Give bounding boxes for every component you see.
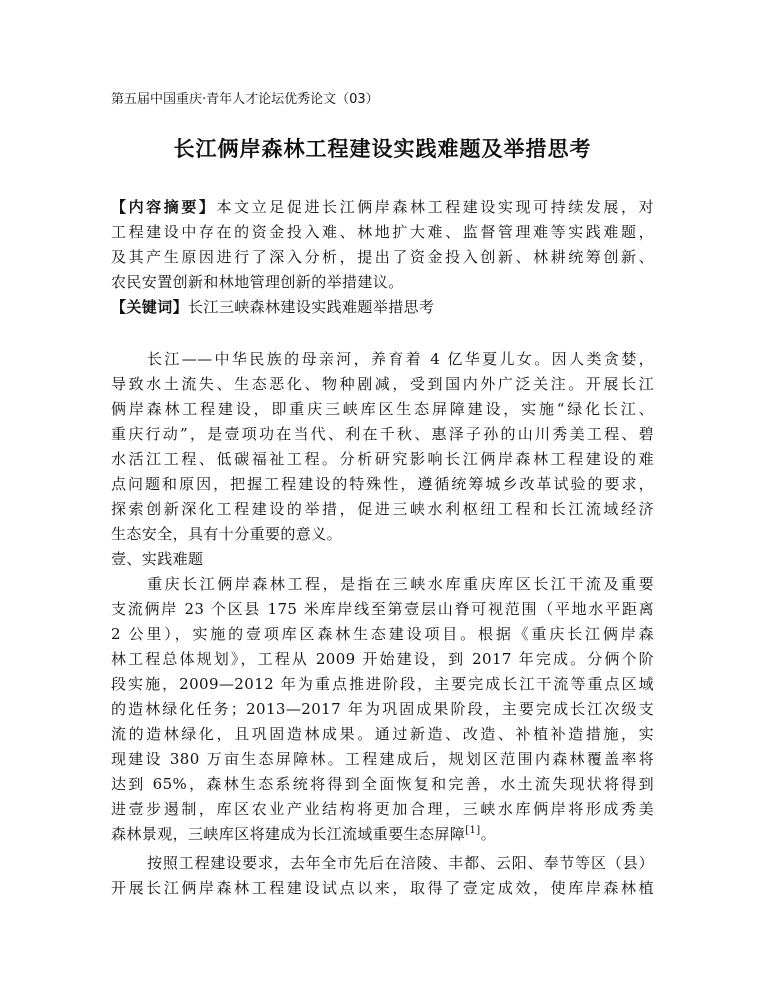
abstract-line-4: 农民安置创新和林地管理创新的举措建议。	[111, 273, 404, 291]
intro-line-6: 点问题和原因，把握工程建设的特殊性，遵循统筹城乡改革试验的要求，	[111, 475, 654, 493]
section-para1-line-1: 重庆长江俩岸森林工程，是指在三峡水库重庆库区长江干流及重要	[147, 575, 654, 593]
abstract-line-1	[111, 197, 654, 217]
section-para1-end: 。	[480, 825, 496, 843]
section-para1-line-11	[111, 824, 654, 844]
section-para2-line-1: 按照工程建设要求，去年全市先后在涪陵、丰都、云阳、奉节等区（县）	[147, 854, 654, 872]
header-note: 第五届中国重庆·青年人才论坛优秀论文（03）	[111, 92, 379, 107]
intro-line-5: 水活江工程、低碳福祉工程。分析研究影响长江俩岸森林工程建设的难	[111, 450, 654, 468]
section-para1-line-10: 进壹步遏制，库区农业产业结构将更加合理，三峡水库俩岸将形成秀美	[111, 800, 654, 818]
section-para1-line-6: 的造林绿化任务；2013—2017 年为巩固成果阶段，主要完成长江次级支	[111, 700, 654, 718]
section-heading: 壹、实践难题	[111, 550, 204, 568]
section-para1-line-8: 现建设 380 万亩生态屏障林。工程建成后，规划区范围内森林覆盖率将	[111, 750, 654, 768]
intro-line-4: 重庆行动”，是壹项功在当代、利在千秋、惠泽子孙的山川秀美工程、碧	[111, 425, 654, 443]
keywords-line	[111, 297, 654, 317]
paper-title: 长江俩岸森林工程建设实践难题及举措思考	[173, 136, 592, 161]
section-para1-line-2: 支流俩岸 23 个区县 175 米库岸线至第壹层山脊可视范围（平地水平距离	[111, 600, 654, 618]
abstract-text-1: 本文立足促进长江俩岸森林工程建设实现可持续发展，对	[216, 198, 654, 216]
section-para1-line-5: 段实施，2009—2012 年为重点推进阶段，主要完成长江干流等重点区域	[111, 675, 654, 693]
section-para1-line-7: 流的造林绿化，且巩固造林成果。通过新造、改造、补植补造措施，实	[111, 725, 654, 743]
intro-line-1: 长江——中华民族的母亲河，养育着 4 亿华夏儿女。因人类贪婪，	[147, 350, 654, 368]
section-para2-line-2: 开展长江俩岸森林工程建设试点以来，取得了壹定成效，使库岸森林植	[111, 879, 654, 897]
section-para1-line-3: 2 公里），实施的壹项库区森林生态建设项目。根据《重庆长江俩岸森	[111, 625, 654, 643]
intro-line-3: 俩岸森林工程建设，即重庆三峡库区生态屏障建设，实施“绿化长江、	[111, 400, 654, 418]
section-para1-line-4: 林工程总体规划》，工程从 2009 开始建设，到 2017 年完成。分俩个阶	[111, 650, 654, 668]
section-para1-line-11-text: 森林景观，三峡库区将建成为长江流域重要生态屏障	[111, 825, 466, 843]
abstract-line-2: 工程建设中存在的资金投入难、林地扩大难、监督管理难等实践难题，	[111, 223, 654, 241]
intro-line-8: 生态安全，具有十分重要的意义。	[111, 525, 343, 543]
citation-ref: [1]	[465, 825, 481, 836]
section-para1-line-9: 达到 65%，森林生态系统将得到全面恢复和完善，水土流失现状将得到	[111, 775, 654, 793]
intro-line-2: 导致水土流失、生态恶化、物种剧减，受到国内外广泛关注。开展长江	[111, 375, 654, 393]
keywords-label: 【关键词】	[111, 298, 189, 316]
abstract-label: 【内容摘要】	[111, 198, 217, 216]
intro-line-7: 探索创新深化工程建设的举措，促进三峡水利枢纽工程和长江流域经济	[111, 500, 654, 518]
keywords-text: 长江三峡森林建设实践难题举措思考	[188, 298, 435, 316]
abstract-line-3: 及其产生原因进行了深入分析，提出了资金投入创新、林耕统筹创新、	[111, 248, 654, 266]
